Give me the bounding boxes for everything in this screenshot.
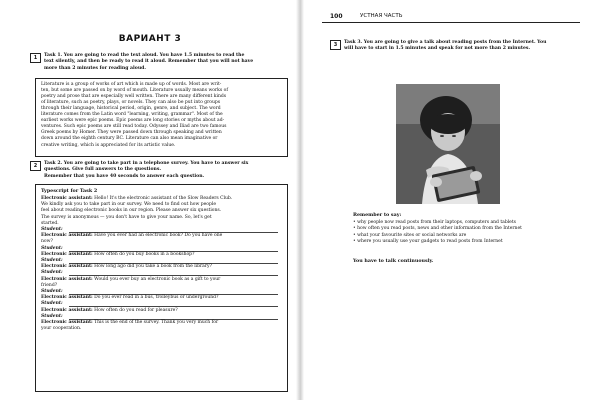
talk-point: • where you usually use your gadgets to read posts from Internet	[353, 239, 583, 245]
student-label: Student:	[41, 289, 63, 294]
student-label: Student:	[41, 227, 63, 232]
photo-illustration	[396, 84, 500, 204]
speaker-label: Electronic assistant:	[41, 251, 93, 257]
dialog-line: started.	[41, 220, 59, 226]
speaker-utterance: Have you ever had an electronic book? Do you have one	[92, 233, 223, 239]
page-number: 100	[330, 13, 343, 20]
task1-instruction-line: more than 2 minutes for reading aloud.	[44, 65, 146, 71]
dialog-line: friend?	[41, 282, 58, 288]
speaker-utterance: Hello! It's the electronic assistant of the Slow Readers Club.	[92, 196, 233, 201]
speaker-utterance: Would you ever buy an electronic book as a gift to your	[92, 276, 221, 282]
section-name: УСТНАЯ ЧАСТЬ	[360, 13, 403, 19]
task2-instruction-line: Task 2. You are going to take part in a telephone survey. You have to answer six	[44, 161, 249, 166]
speaker-utterance: This is the end of the survey. Thank you very much for	[92, 320, 219, 325]
dialog-line: feel about reading electronic books in our region. Please answer six questions.	[41, 208, 222, 214]
child-with-tablet-photo	[396, 84, 500, 204]
speaker-label: Electronic assistant:	[41, 295, 93, 301]
task3-instruction-line: Task 3. You are going to give a talk about reading posts from the Internet. You	[344, 40, 547, 45]
reading-text-line: creative writing, which is appreciated for its artistic value.	[41, 142, 176, 148]
reading-text-line: poetry and prose that are especially well written. There are many different kinds	[41, 94, 227, 100]
talk-point: • why people now read posts from their laptops, computers and tablets	[353, 220, 583, 226]
speaker-label: Electronic assistant:	[41, 233, 93, 239]
reading-text-line: ten, but some are passed on by word of mouth. Literature usually means works of	[41, 88, 229, 94]
talk-point: • how often you read posts, news and other information from the Internet	[353, 226, 583, 232]
student-label: Student:	[41, 245, 63, 251]
student-label: Student:	[41, 313, 63, 319]
task3-instruction-line: will have to start in 1.5 minutes and speak for not more than 2 minutes.	[344, 46, 531, 52]
closing-instruction: You have to talk continuously.	[353, 258, 434, 264]
speaker-label: Electronic assistant:	[41, 307, 93, 313]
reading-text-line: Greek poems by Homer. They were passed down through speaking and written	[41, 130, 222, 136]
reading-text-line: of literature, such as poetry, plays, or novels. They can also be put into groups	[41, 100, 221, 106]
student-answer-line	[41, 246, 278, 252]
talk-points-list	[353, 220, 583, 245]
variant-title: ВАРИАНТ 3	[118, 34, 182, 44]
reading-text-line: literature comes from the Latin word "learning, writing, grammar". Most of the	[41, 112, 223, 118]
student-label: Student:	[41, 270, 63, 276]
task1-instruction-line: text silently, and then be ready to read it aloud. Remember that you will not have	[44, 59, 254, 65]
talk-point: • what your favourite sites or social networks are	[353, 233, 583, 239]
typescript-title: Typescript for Task 2	[41, 188, 98, 194]
speaker-utterance: How often do you read for pleasure?	[92, 307, 178, 313]
student-label: Student:	[41, 258, 63, 263]
speaker-label: Electronic assistant:	[41, 320, 93, 325]
dialog-line: We kindly ask you to take part in our survey. We need to find out how people	[41, 202, 216, 208]
task3-number: 3	[330, 40, 341, 50]
student-answer-line	[41, 270, 278, 276]
task1-number: 1	[30, 53, 41, 63]
task1-instruction-line: Task 1. You are going to read the text aloud. You have 1.5 minutes to read the	[44, 53, 245, 58]
reading-text-line: through their language, historical period, origin, genre, and subject. The word	[41, 106, 221, 112]
running-header	[322, 13, 580, 23]
speaker-label: Electronic assistant:	[41, 264, 93, 270]
dialog-line: now?	[41, 239, 53, 245]
speaker-label: Electronic assistant:	[41, 196, 93, 201]
dialog-line: your cooperation.	[41, 326, 82, 332]
reading-text-line: earliest works were epic poems. Epic poems are long stories or myths about ad-	[41, 118, 225, 124]
reading-text-line: ventures. Such epic poems are still read today. Odyssey and Iliad are two famous	[41, 124, 227, 130]
reading-text-line: Literature is a group of works of art which is made up of words. Most are writ-	[41, 82, 222, 87]
speaker-utterance: How long ago did you take a book from the library?	[92, 264, 212, 270]
student-answer-line	[41, 301, 278, 307]
student-answer-line	[41, 314, 278, 320]
student-label: Student:	[41, 301, 63, 307]
dialog-line: The survey is anonymous — you don't have to give your name. So, let's get	[41, 214, 212, 220]
remember-title: Remember to say:	[353, 212, 402, 218]
task2-number: 2	[30, 161, 41, 171]
page-gutter	[296, 0, 304, 400]
speaker-label: Electronic assistant:	[41, 276, 93, 282]
task2-instruction-line: questions. Give full answers to the questions.	[44, 167, 162, 173]
speaker-utterance: How often do you buy books in a bookshop?	[92, 251, 195, 257]
reading-text-line: down around the eighth century BC. Literature can also mean imaginative or	[41, 136, 218, 142]
speaker-utterance: Do you ever read in a bus, trolleybus or underground?	[92, 295, 219, 301]
task2-instruction-line: Remember that you have 40 seconds to answer each question.	[44, 173, 205, 179]
